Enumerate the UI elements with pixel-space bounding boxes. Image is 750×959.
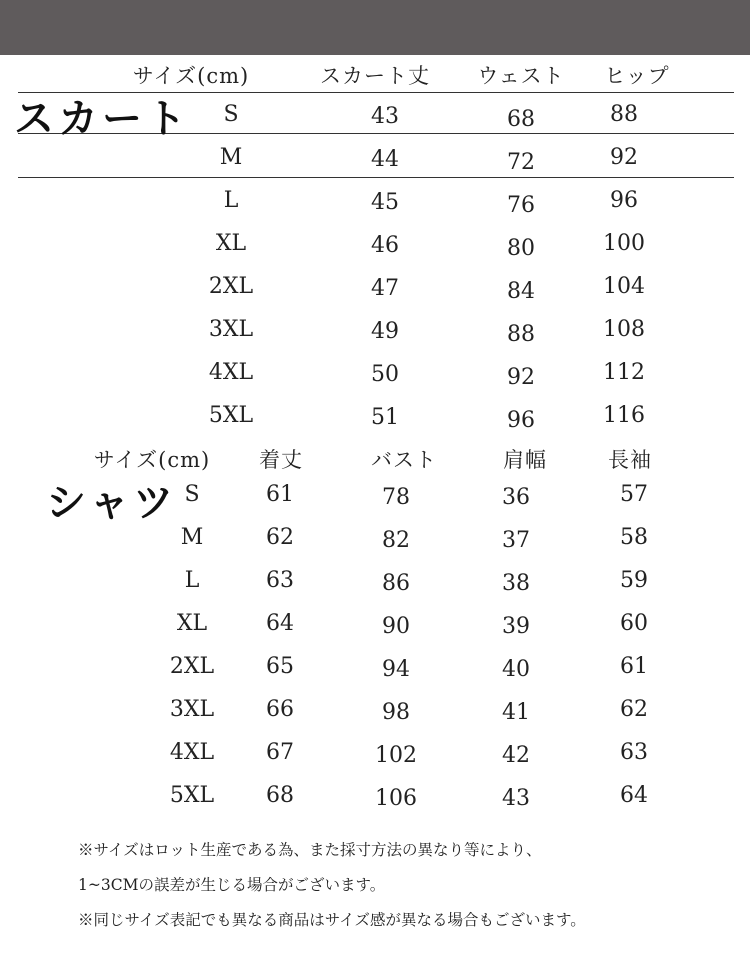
- skirt-cell: 104: [603, 274, 645, 299]
- skirt-cell: XL: [215, 231, 247, 256]
- skirt-header-size: サイズ(cm): [132, 64, 250, 88]
- shirt-cell: 62: [620, 697, 648, 722]
- skirt-cell: 100: [603, 231, 645, 256]
- shirt-cell: 59: [620, 568, 648, 593]
- shirt-cell: XL: [176, 611, 208, 636]
- skirt-section-label: スカート: [14, 96, 190, 142]
- skirt-cell: 50: [371, 362, 399, 387]
- skirt-cell: 96: [507, 408, 535, 433]
- skirt-cell: 88: [507, 322, 535, 347]
- skirt-cell: 45: [371, 190, 399, 215]
- shirt-cell: 4XL: [169, 740, 215, 765]
- skirt-cell: 51: [371, 405, 399, 430]
- shirt-cell: 78: [382, 485, 410, 510]
- shirt-cell: M: [180, 525, 204, 550]
- skirt-row-divider: [18, 177, 734, 178]
- skirt-cell: 49: [371, 319, 399, 344]
- shirt-cell: 39: [502, 614, 530, 639]
- skirt-cell: S: [223, 102, 239, 127]
- skirt-cell: M: [219, 145, 243, 170]
- skirt-cell: 43: [371, 104, 399, 129]
- skirt-cell: 108: [603, 317, 645, 342]
- shirt-cell: 67: [266, 740, 294, 765]
- shirt-cell: 102: [375, 743, 417, 768]
- shirt-header-length: 着丈: [259, 448, 303, 472]
- skirt-cell: 76: [507, 193, 535, 218]
- shirt-cell: 66: [266, 697, 294, 722]
- shirt-cell: 82: [382, 528, 410, 553]
- skirt-cell: 2XL: [208, 274, 254, 299]
- skirt-cell: 3XL: [208, 317, 254, 342]
- shirt-cell: 5XL: [169, 783, 215, 808]
- shirt-cell: 64: [266, 611, 294, 636]
- skirt-cell: 5XL: [208, 403, 254, 428]
- skirt-header-hip: ヒップ: [604, 64, 670, 88]
- shirt-cell: 42: [502, 743, 530, 768]
- skirt-cell: 88: [610, 102, 638, 127]
- shirt-cell: 61: [266, 482, 294, 507]
- shirt-header-sleeve: 長袖: [608, 448, 652, 472]
- skirt-cell: 68: [507, 107, 535, 132]
- skirt-header-divider: [18, 92, 734, 93]
- shirt-cell: 57: [620, 482, 648, 507]
- skirt-cell: 92: [507, 365, 535, 390]
- shirt-header-bust: バスト: [371, 448, 437, 472]
- skirt-cell: 80: [507, 236, 535, 261]
- shirt-cell: L: [184, 568, 200, 593]
- skirt-cell: 47: [371, 276, 399, 301]
- skirt-header-length: スカート丈: [320, 64, 430, 88]
- skirt-cell: 4XL: [208, 360, 254, 385]
- shirt-cell: S: [184, 482, 200, 507]
- shirt-cell: 106: [375, 786, 417, 811]
- note-line: ※同じサイズ表記でも異なる商品はサイズ感が異なる場合もございます。: [78, 911, 586, 929]
- shirt-cell: 58: [620, 525, 648, 550]
- shirt-cell: 64: [620, 783, 648, 808]
- shirt-cell: 43: [502, 786, 530, 811]
- shirt-cell: 94: [382, 657, 410, 682]
- shirt-cell: 3XL: [169, 697, 215, 722]
- skirt-cell: 46: [371, 233, 399, 258]
- shirt-cell: 61: [620, 654, 648, 679]
- shirt-cell: 90: [382, 614, 410, 639]
- shirt-cell: 98: [382, 700, 410, 725]
- skirt-cell: 84: [507, 279, 535, 304]
- shirt-cell: 63: [620, 740, 648, 765]
- shirt-cell: 62: [266, 525, 294, 550]
- shirt-section-label: シャツ: [46, 480, 178, 526]
- skirt-header-waist: ウェスト: [477, 64, 565, 88]
- skirt-cell: L: [223, 188, 239, 213]
- shirt-cell: 40: [502, 657, 530, 682]
- skirt-cell: 96: [610, 188, 638, 213]
- shirt-cell: 65: [266, 654, 294, 679]
- header-bar: [0, 0, 750, 55]
- skirt-cell: 116: [603, 403, 645, 428]
- shirt-cell: 68: [266, 783, 294, 808]
- shirt-cell: 2XL: [169, 654, 215, 679]
- skirt-cell: 112: [603, 360, 645, 385]
- shirt-cell: 60: [620, 611, 648, 636]
- shirt-header-shoulder: 肩幅: [503, 448, 547, 472]
- shirt-cell: 41: [502, 700, 530, 725]
- note-line: ※サイズはロット生産である為、また採寸方法の異なり等により、: [78, 841, 542, 859]
- skirt-cell: 92: [610, 145, 638, 170]
- shirt-cell: 86: [382, 571, 410, 596]
- shirt-cell: 63: [266, 568, 294, 593]
- skirt-cell: 72: [507, 150, 535, 175]
- note-line: 1~3CMの誤差が生じる場合がございます。: [78, 876, 386, 894]
- shirt-header-size: サイズ(cm): [93, 448, 211, 472]
- shirt-cell: 38: [502, 571, 530, 596]
- shirt-cell: 37: [502, 528, 530, 553]
- shirt-cell: 36: [502, 485, 530, 510]
- skirt-cell: 44: [371, 147, 399, 172]
